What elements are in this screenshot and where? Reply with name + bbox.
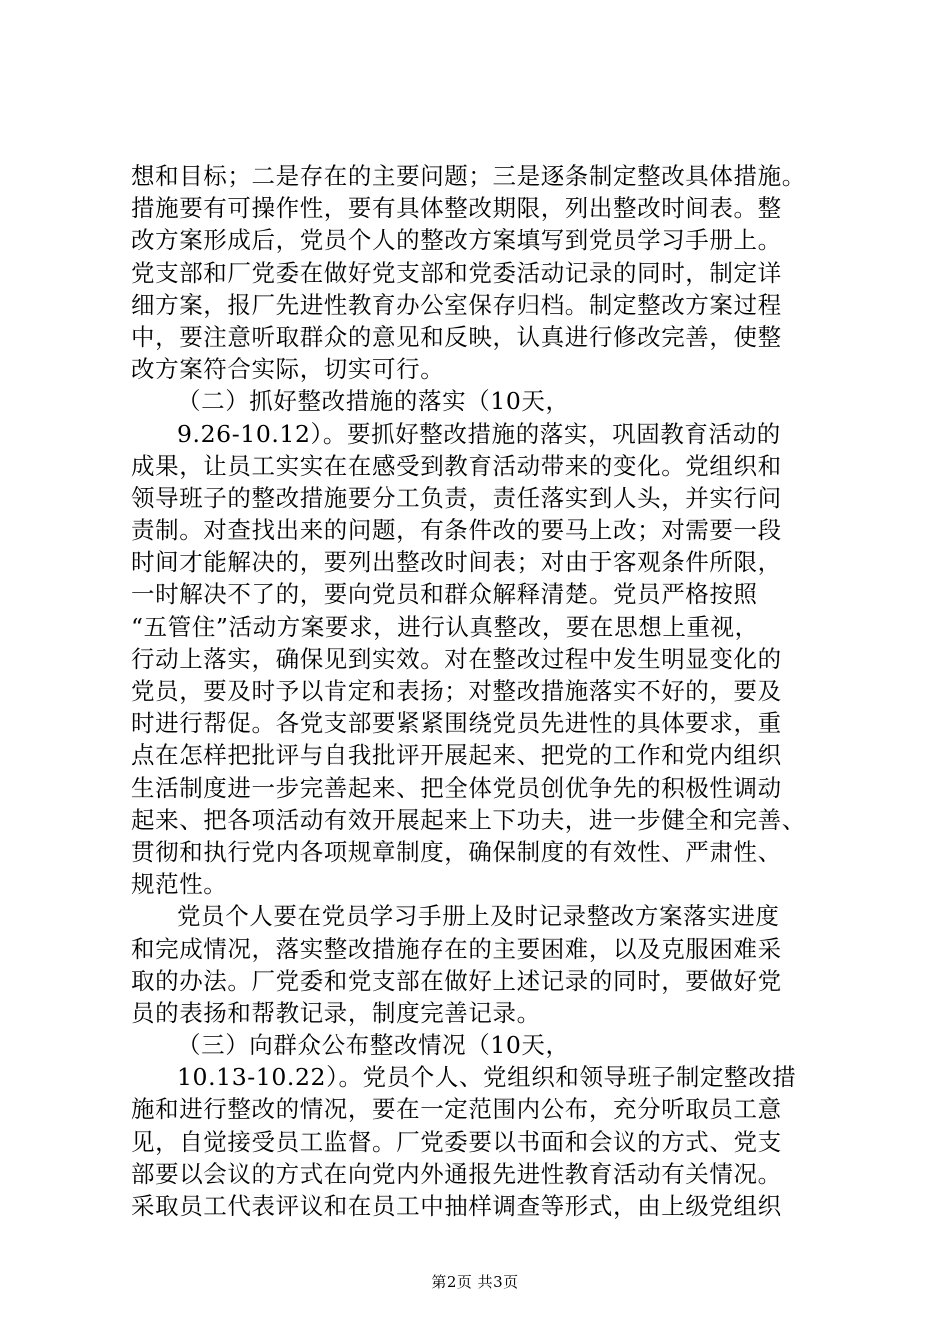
- text-line: 时间才能解决的，要列出整改时间表；对由于客观条件所限，: [131, 548, 782, 577]
- text-line: 细方案，报厂先进性教育办公室保存归档。制定整改方案过程: [131, 290, 782, 319]
- text-line: 采取员工代表评议和在员工中抽样调查等形式，由上级党组织: [131, 1192, 782, 1220]
- text-line: 党员，要及时予以肯定和表扬；对整改措施落实不好的，要及: [131, 677, 782, 705]
- text-line: 见，自觉接受员工监督。厂党委要以书面和会议的方式、党支: [131, 1127, 782, 1156]
- text-line: 施和进行整改的情况，要在一定范围内公布，充分听取员工意: [131, 1095, 782, 1124]
- text-line: 党员个人要在党员学习手册上及时记录整改方案落实进度: [177, 902, 780, 931]
- text-line: 领导班子的整改措施要分工负责，责任落实到人头，并实行问: [131, 483, 782, 512]
- text-line: 措施要有可操作性，要有具体整改期限，列出整改时间表。整: [131, 194, 782, 223]
- text-line: 点在怎样把批评与自我批评开展起来、把党的工作和党内组织: [131, 741, 782, 770]
- text-line: 部要以会议的方式在向党内外通报先进性教育活动有关情况。: [131, 1159, 782, 1188]
- text-line: “五管住”活动方案要求，进行认真整改，要在思想上重视，: [131, 612, 759, 641]
- text-line: 时进行帮促。各党支部要紧紧围绕党员先进性的具体要求，重: [131, 709, 782, 738]
- text-line: 生活制度进一步完善起来、把全体党员创优争先的积极性调动: [131, 773, 782, 802]
- text-line: 改方案符合实际，切实可行。: [131, 355, 445, 384]
- text-line: 取的办法。厂党委和党支部在做好上述记录的同时，要做好党: [131, 966, 782, 995]
- text-line: 责制。对查找出来的问题，有条件改的要马上改；对需要一段: [131, 516, 782, 545]
- text-line: 一时解决不了的，要向党员和群众解释清楚。党员严格按照: [131, 580, 758, 609]
- document-body: [131, 160, 831, 1222]
- text-line: 改方案形成后，党员个人的整改方案填写到党员学习手册上。: [131, 226, 782, 255]
- text-line: 党支部和厂党委在做好党支部和党委活动记录的同时，制定详: [131, 258, 782, 287]
- text-line: 规范性。: [131, 870, 228, 899]
- page-footer: 第2页 共3页: [431, 1273, 519, 1291]
- text-line: 和完成情况，落实整改措施存在的主要困难，以及克服困难采: [131, 934, 782, 963]
- text-line: 员的表扬和帮教记录，制度完善记录。: [131, 998, 541, 1027]
- text-line: 9.26-10.12）。要抓好整改措施的落实，巩固教育活动的: [177, 419, 781, 448]
- text-line: 贯彻和执行党内各项规章制度，确保制度的有效性、严肃性、: [131, 837, 782, 866]
- section-heading: （三）向群众公布整改情况（10天，: [177, 1031, 570, 1060]
- text-line: 成果，让员工实实在在感受到教育活动带来的变化。党组织和: [131, 451, 782, 480]
- text-line: 10.13-10.22）。党员个人、党组织和领导班子制定整改措: [177, 1063, 797, 1092]
- section-heading: （二）抓好整改措施的落实（10天，: [177, 387, 570, 416]
- text-line: 行动上落实，确保见到实效。对在整改过程中发生明显变化的: [131, 644, 782, 673]
- text-line: 起来、把各项活动有效开展起来上下功夫，进一步健全和完善、: [131, 805, 806, 834]
- text-line: 想和目标；二是存在的主要问题；三是逐条制定整改具体措施。: [131, 162, 806, 190]
- text-line: 中，要注意听取群众的意见和反映，认真进行修改完善，使整: [131, 322, 782, 351]
